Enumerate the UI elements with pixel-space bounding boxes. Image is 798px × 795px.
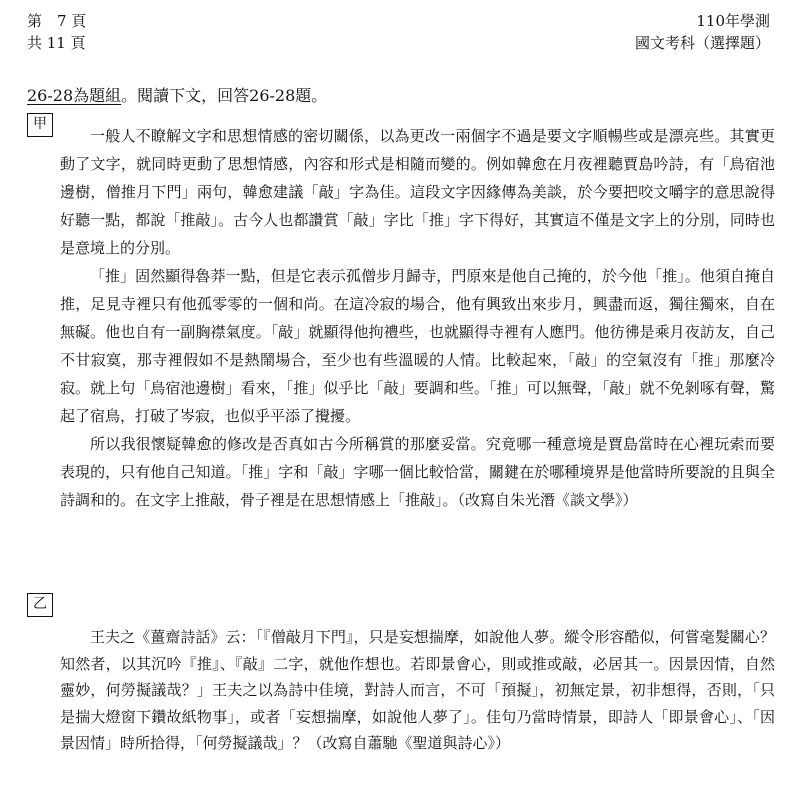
passage-jia-label: 甲 bbox=[27, 113, 53, 137]
exam-info-block bbox=[635, 10, 770, 54]
question-group-instruction: 。閱讀下文，回答26-28題。 bbox=[121, 86, 328, 105]
passage-jia bbox=[60, 122, 775, 514]
question-group-intro bbox=[27, 84, 327, 108]
question-group-range: 26-28為題組 bbox=[27, 86, 122, 105]
exam-title: 110年學測 bbox=[696, 12, 770, 30]
passage-yi-paragraph: 王夫之《薑齋詩話》云：「『僧敲月下門』，只是妄想揣摩，如說他人夢。縱令形容酷似，何嘗毫髮關心？知然者，以其沉吟『推』、『敲』二字，就他作想也。若即景會心，則或推或敲，必居其一。因景因情，自然靈妙，何勞擬議哉？」王夫之以為詩中佳境，對詩人而言，不可「預擬」，初無定景，初非想得，否則，「只是揣大燈窗下鑽故紙物事」，或者「妄想揣摩，如說他人夢了」。佳句乃當時情景，即詩人「即景會心」、「因景因情」時所拾得，「何勞擬議哉」？（改寫自蕭馳《聖道與詩心》） bbox=[60, 628, 775, 752]
page-total: 共 11 頁 bbox=[27, 34, 86, 52]
page-number: 第 7 頁 bbox=[27, 12, 87, 30]
passage-yi-label: 乙 bbox=[27, 593, 53, 617]
exam-subject: 國文考科（選擇題） bbox=[634, 34, 770, 52]
passage-jia-paragraph: 一般人不瞭解文字和思想情感的密切關係，以為更改一兩個字不過是要文字順暢些或是漂亮些。其實更動了文字，就同時更動了思想情感，內容和形式是相隨而變的。例如韓愈在月夜裡聽賈島吟詩，有「鳥宿池邊樹，僧推月下門」兩句，韓愈建議「敲」字為佳。這段文字因緣傳為美談，於今要把咬文嚼字的意思說得好聽一點，都說「推敲」。古今人也都讚賞「敲」字比「推」字下得好，其實這不僅是文字上的分別，同時也是意境上的分別。 bbox=[60, 127, 775, 257]
passage-jia-paragraph: 「推」固然顯得魯莽一點，但是它表示孤僧步月歸寺，門原來是他自己掩的，於今他「推」。他須自掩自推，足見寺裡只有他孤零零的一個和尚。在這冷寂的場合，他有興致出來步月，興盡而返，獨往獨來，自在無礙。他也自有一副胸襟氣度。「敲」就顯得他拘禮些，也就顯得寺裡有人應門。他彷彿是乘月夜訪友，自己不甘寂寞，那寺裡假如不是熱鬧場合，至少也有些溫暖的人情。比較起來，「敲」的空氣沒有「推」那麼冷寂。就上句「鳥宿池邊樹」看來，「推」似乎比「敲」要調和些。「推」可以無聲，「敲」就不免剝啄有聲，驚起了宿鳥，打破了岑寂，也似乎平添了攪擾。 bbox=[60, 267, 775, 425]
passage-jia-paragraph: 所以我很懷疑韓愈的修改是否真如古今所稱賞的那麼妥當。究竟哪一種意境是賈島當時在心裡玩索而要表現的，只有他自己知道。「推」字和「敲」字哪一個比較恰當，關鍵在於哪種境界是他當時所要說的且與全詩調和的。在文字上推敲，骨子裡是在思想情感上「推敲」。（改寫自朱光潛《談文學》） bbox=[60, 435, 775, 509]
passage-yi bbox=[60, 624, 775, 757]
page-number-block bbox=[27, 10, 86, 54]
